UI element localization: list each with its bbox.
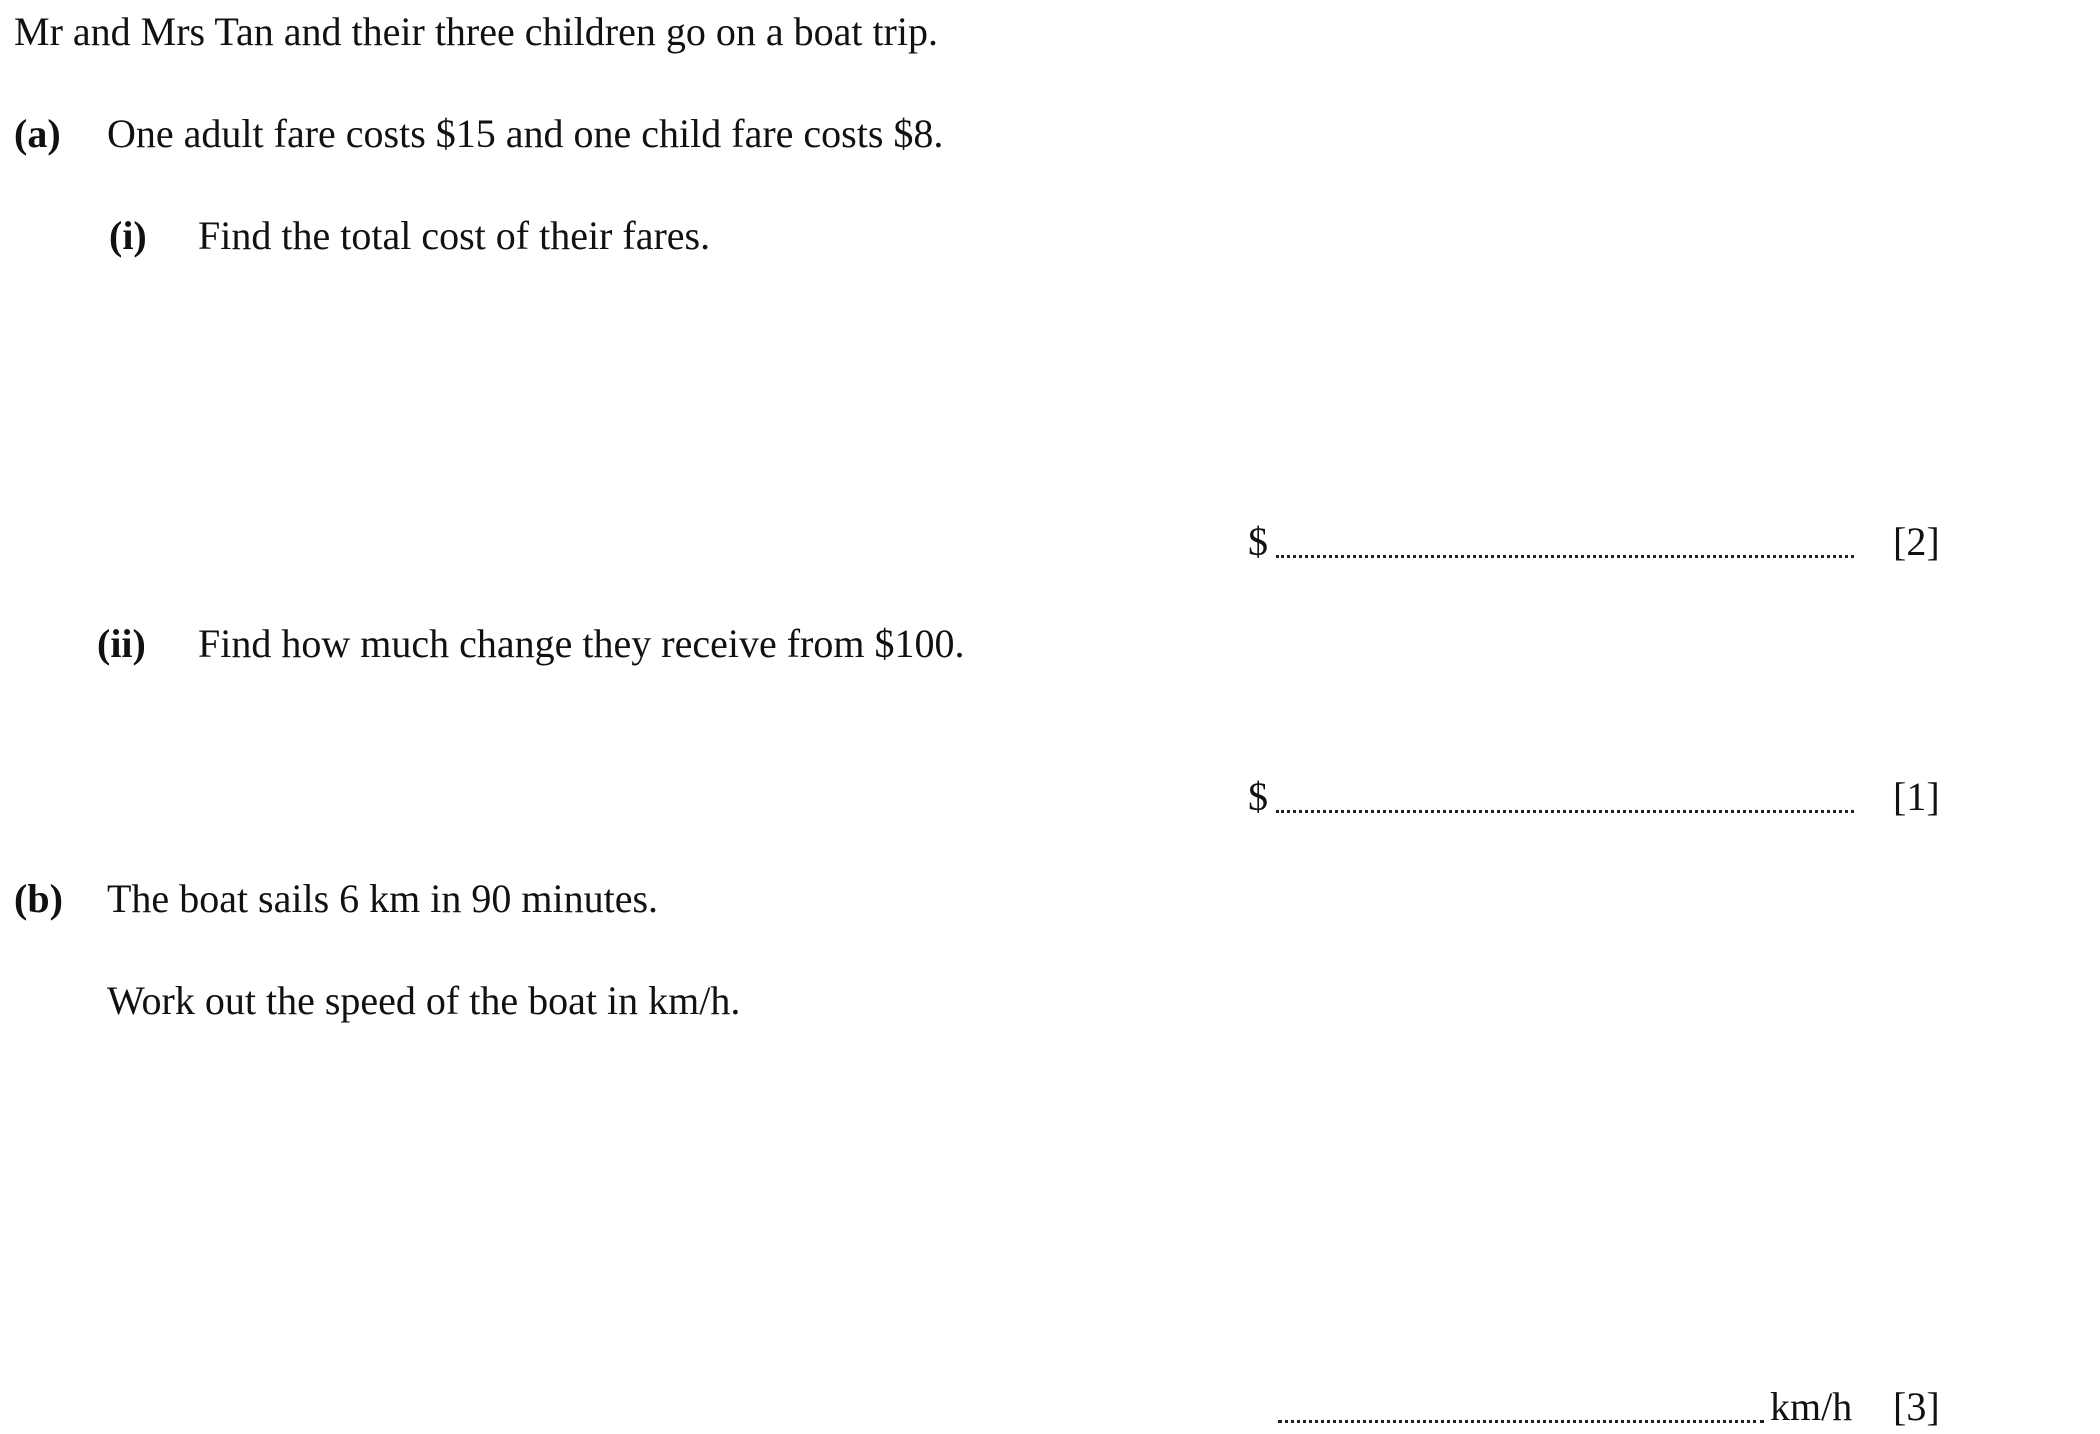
answer-line-a-i <box>1248 518 1860 566</box>
answer-blank-a-i[interactable] <box>1276 521 1854 558</box>
part-a-ii-text: Find how much change they receive from $100. <box>198 621 965 666</box>
currency-symbol: $ <box>1248 774 1268 819</box>
part-b-instruction: Work out the speed of the boat in km/h. <box>107 978 741 1023</box>
marks-b: [3] <box>1893 1384 1940 1429</box>
part-a-ii-label: (ii) <box>97 621 146 666</box>
part-a-i-label: (i) <box>109 213 147 258</box>
question-intro: Mr and Mrs Tan and their three children go on a boat trip. <box>14 9 938 54</box>
answer-blank-b[interactable] <box>1278 1386 1764 1423</box>
marks-a-ii: [1] <box>1893 774 1940 819</box>
part-a-text: One adult fare costs $15 and one child fare costs $8. <box>107 111 944 156</box>
unit-label: km/h <box>1770 1384 1853 1429</box>
answer-line-b <box>1278 1383 1852 1431</box>
marks-a-i: [2] <box>1893 519 1940 564</box>
currency-symbol: $ <box>1248 519 1268 564</box>
part-b-label: (b) <box>14 876 63 921</box>
answer-line-a-ii <box>1248 773 1860 821</box>
part-b-text: The boat sails 6 km in 90 minutes. <box>107 876 659 921</box>
part-a-label: (a) <box>14 111 61 156</box>
answer-blank-a-ii[interactable] <box>1276 776 1854 813</box>
part-a-i-text: Find the total cost of their fares. <box>198 213 711 258</box>
